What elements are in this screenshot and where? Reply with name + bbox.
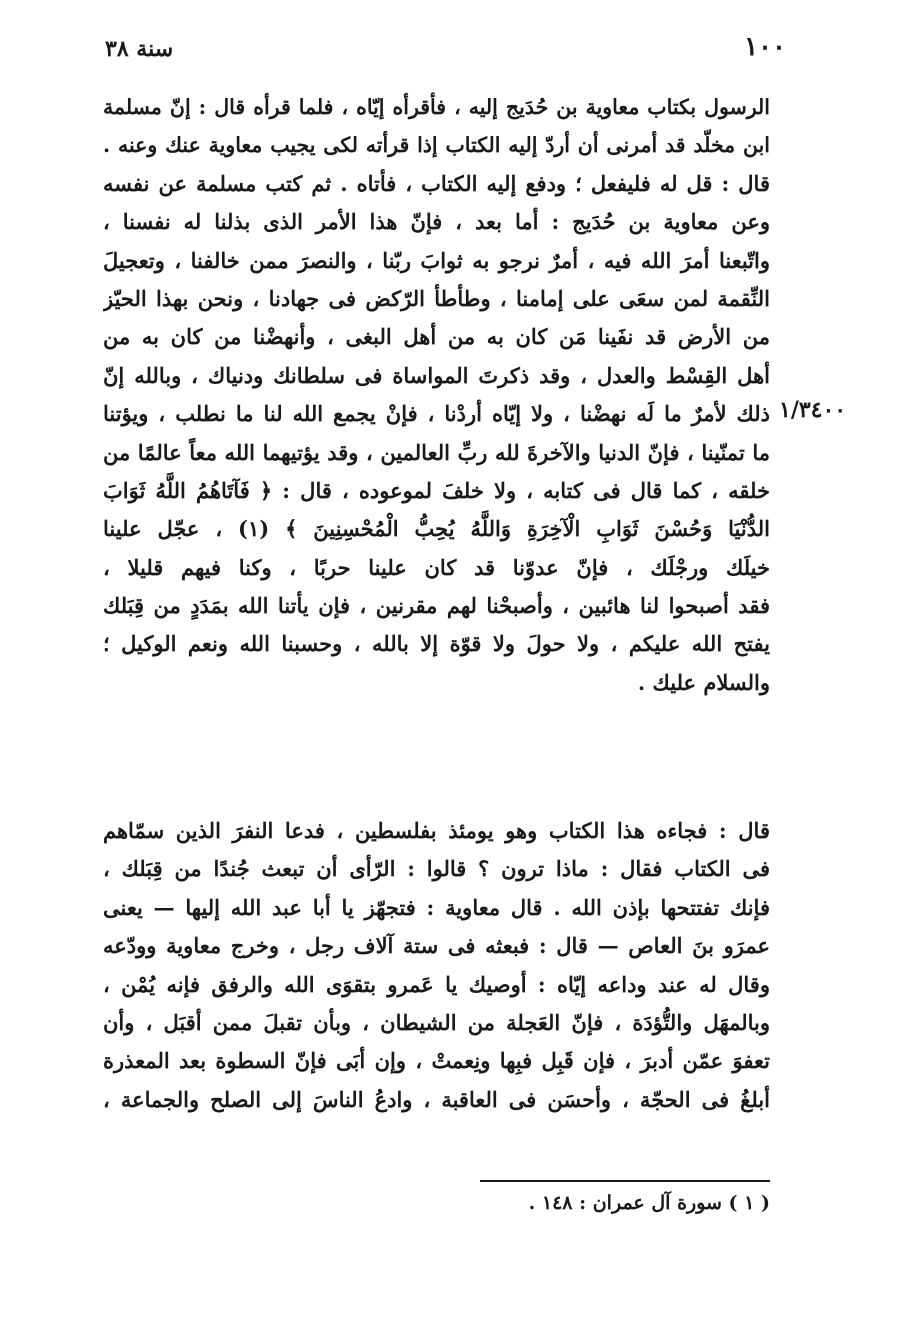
text-line: خيلَك ورجْلَك ، فإنّ عدوّنا قد كان علينا حربًا ، وكنا فيهم قليلا ، xyxy=(103,554,770,580)
margin-reference: ١/٣٤٠٠ xyxy=(779,397,847,423)
running-head-year: سنة ٣٨ xyxy=(105,36,174,62)
footnote: ( ١ ) سورة آل عمران : ١٤٨ . xyxy=(528,1192,770,1214)
footnote-divider xyxy=(480,1180,770,1182)
text-line: وقال له عند وداعه إيّاه : أوصيك يا عَمرو بتقوَى الله والرفق فإنه يُمْن ، xyxy=(103,971,770,997)
text-line: ما تمنّينا ، فإنّ الدنيا والآخرةَ لله ربِّ العالمين ، وقد يؤتيهما الله معاً عالمًا من xyxy=(103,439,770,465)
text-line: فإنك تفتتحها بإذن الله . قال معاوية : فتجهّز يا أبا عبد الله إليها — يعنى xyxy=(103,894,770,920)
text-line: من الأرض قد نفَينا مَن كان به من أهل البغى ، وأنهضْنا من كان به من xyxy=(103,324,770,350)
text-line: فى الكتاب فقال : ماذا ترون ؟ قالوا : الرّأى أن تبعث جُندًا من قِبَلك ، xyxy=(103,856,770,882)
text-line: عمرَو بنَ العاص — قال : فبعثه فى ستة آلاف رجل ، وخرج معاوية وودّعه xyxy=(103,933,770,959)
text-line: فقد أصبحوا لنا هائبين ، وأصبحْنا لهم مقرنين ، فإن يأتنا الله بمَدَدٍ من قِبَلك xyxy=(103,593,770,619)
text-line: الرسول بكتاب معاوية بن حُدَيج إليه ، فأقرأه إيّاه ، فلما قرأه قال : إنّ مسلمة xyxy=(103,95,770,119)
text-line: ابن مخلّد قد أمرنى أن أردّ إليه الكتاب إذا قرأته لكى يجيب معاوية عنك وعنه . xyxy=(103,133,770,158)
text-line: وبالمهَل والتُّؤدَة ، فإنّ العَجلة من الشيطان ، وبأن تقبلَ ممن أقبَل ، وأن xyxy=(103,1009,770,1035)
text-line: أهل القِسْط والعدل ، وقد ذكرتَ المواساة فى سلطانك ودنياك ، وبالله إنّ xyxy=(103,362,770,388)
text-line: والسلام عليك . xyxy=(637,669,770,695)
text-line: قال : قل له فليفعل ؛ ودفع إليه الكتاب ، فأتاه . ثم كتب مسلمة عن نفسه xyxy=(103,170,770,196)
quran-verse-line: الدُّنْيَا وَحُسْنَ ثَوَابِ الْآخِرَةِ وَاللَّهُ يُحِبُّ الْمُحْسِنِينَ ﴾ (١) ، عجّل علينا xyxy=(103,516,770,542)
text-line: وعن معاوية بن حُدَيج : أما بعد ، فإنّ هذا الأمر الذى بذلنا له نفسنا ، xyxy=(103,209,770,235)
text-line: النِّقمة لمن سعَى على إمامنا ، وطأطأ الرّكض فى جهادنا ، ونحن بهذا الحيّز xyxy=(103,285,770,311)
text-line: خلقه ، كما قال فى كتابه ، ولا خلفَ لموعوده ، قال : ﴿ فَآتَاهُمُ اللَّهُ ثَوَابَ xyxy=(103,477,770,503)
text-line: أبلغُ فى الحجّة ، وأحسَن فى العاقبة ، وادعُ الناسَ إلى الصلح والجماعة ، xyxy=(103,1086,770,1112)
text-line: واتّبعنا أمرَ الله فيه ، أمرٌ نرجو به ثوابَ ربّنا ، والنصرَ ممن خالفنا ، وتعجيلَ xyxy=(103,247,770,273)
text-line: يفتح الله عليكم ، ولا حولَ ولا قوّة إلا بالله ، وحسبنا الله ونعم الوكيل ؛ xyxy=(103,631,770,657)
text-line: تعفوَ عمّن أدبرَ ، فإن قَبِل فبِها ونِعمتْ ، وإن أبَى فإنّ السطوة بعد المعذرة xyxy=(103,1048,770,1074)
page-number: ١٠٠ xyxy=(744,32,786,62)
text-line: قال : فجاءه هذا الكتاب وهو يومئذ بفلسطين ، فدعا النفرَ الذين سمّاهم xyxy=(103,818,770,843)
paragraph-narrative xyxy=(103,812,770,1119)
text-line: ذلك لأمرٌ ما لَه نهضْنا ، ولا إيّاه أردْنا ، فإنْ يجمع الله لنا ما نطلب ، ويؤتنا xyxy=(103,401,770,427)
paragraph-letter xyxy=(103,88,770,702)
